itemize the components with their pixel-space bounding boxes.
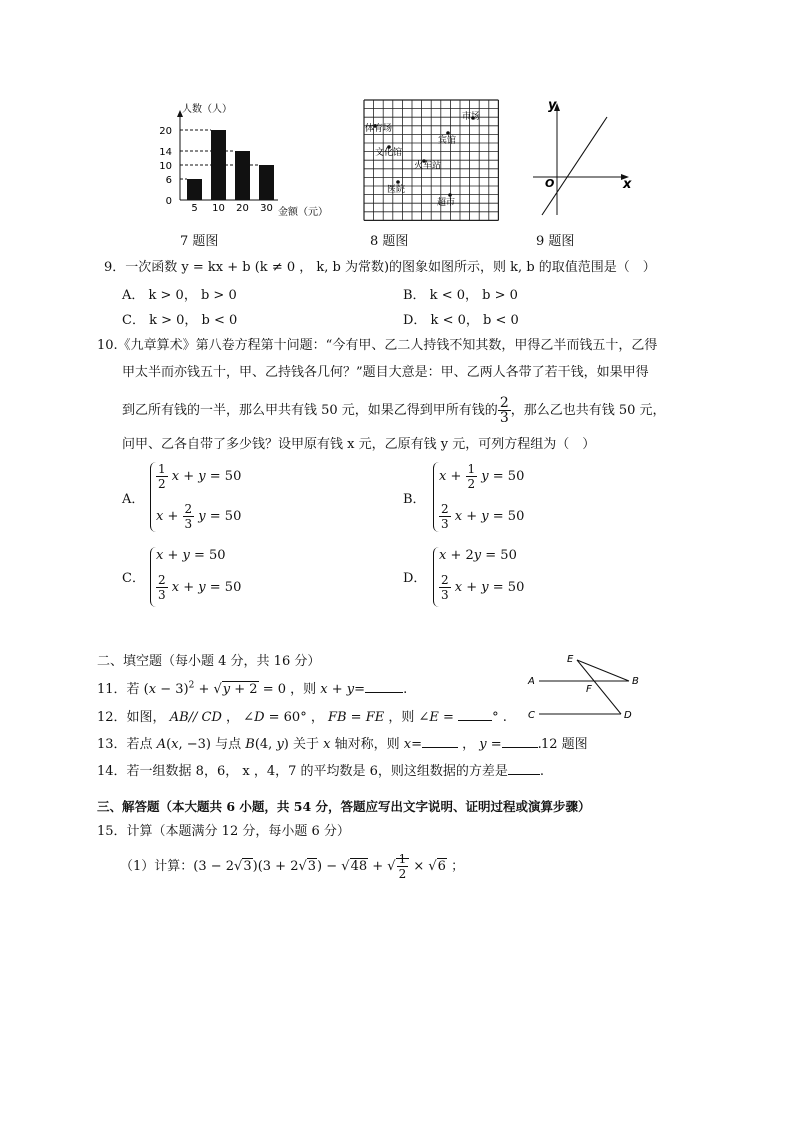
place-dot-hotel [446, 131, 450, 135]
place-dot-supermarket [448, 193, 452, 197]
question-14: 14．若一组数据 8，6， x ，4，7 的平均数是 6，则这组数据的方差是 . [97, 764, 545, 779]
question-15: 15．计算（本题满分 12 分，每小题 6 分） [97, 824, 350, 839]
bar-10 [211, 130, 226, 200]
y-axis-label: 人数（人） [182, 104, 232, 115]
question-10-option-c[interactable]: C． x + y = 50 $\frac{2}{3}$ x + y = 50 [122, 545, 382, 610]
place-label-station: 火车站 [414, 161, 442, 171]
question-10-line-4: 问甲、乙各自带了多少钱？设甲原有钱 x 元，乙原有钱 y 元，可列方程组为（ ） [122, 437, 596, 452]
section-3-title: 三、解答题（本大题共 6 小题，共 54 分，答题应写出文字说明、证明过程或演算步骤） [97, 799, 591, 814]
answer-blank-12[interactable] [458, 720, 492, 721]
bar-5 [187, 179, 202, 200]
figure-9-caption: 9 题图 [536, 234, 575, 249]
x-tick-label: 10 [212, 203, 225, 214]
bar-30 [259, 165, 274, 200]
y-axis-name: y [548, 98, 557, 113]
figure-8-caption: 8 题图 [370, 234, 409, 249]
question-9-option-b[interactable]: B． k < 0， b > 0 [403, 288, 518, 303]
place-label-hotel: 宾馆 [438, 136, 457, 146]
place-label-culture-hall: 文化馆 [375, 148, 403, 158]
question-10-line-3: 到乙所有钱的一半，那么甲共有钱 50 元，如果乙得到甲所有钱的 $\frac{2}{3}$ ，那么乙也共有钱 50 元， [122, 395, 666, 426]
y-tick-label: 20 [159, 126, 172, 137]
bar-chart-figure [150, 98, 340, 223]
figure-12-caption: 12 题图 [541, 737, 588, 752]
question-11: 11．若 $(x - 3)^2 + √y + 2 = 0$ ，则 x + y= . [97, 680, 408, 697]
segment-ed [577, 660, 621, 714]
figure-7-caption: 7 题图 [180, 234, 219, 249]
question-10-line-1: 10.《九章算术》第八卷方程第十问题：“今有甲、乙二人持钱不知其数，甲得乙半而钱五十，乙得 [97, 338, 658, 353]
point-label-c: C [528, 710, 535, 721]
bar-20 [235, 151, 250, 200]
x-tick-label: 20 [236, 203, 249, 214]
question-9-option-c[interactable]: C． k > 0， b < 0 [122, 313, 238, 328]
y-tick-label: 14 [159, 147, 172, 158]
place-dot-hospital [396, 180, 400, 184]
place-label-hospital: 医院 [387, 185, 406, 195]
segment-eb [577, 660, 629, 681]
section-2-title: 二、填空题（每小题 4 分，共 16 分） [97, 654, 321, 669]
question-10-option-b[interactable]: B． x + $\frac{1}{2}$ y = 50 $\frac{2}{3}$ x + y = 50 [403, 462, 525, 531]
point-label-d: D [624, 710, 632, 721]
x-axis-name: x [623, 177, 632, 192]
y-tick-label: 10 [159, 161, 172, 172]
point-label-a: A [528, 676, 535, 687]
question-13: 13．若点 A(x, −3) 与点 B(4, y) 关于 x 轴对称，则 x= ， y = . [97, 737, 542, 752]
x-axis-label: 金额（元） [278, 207, 328, 218]
answer-blank-13-y[interactable] [502, 747, 538, 748]
question-15-part-1: （1）计算：(3 − 2√3)(3 + 2√3) − √48 + √ $\frac{1}{2}$ × √6 ； [120, 852, 465, 881]
function-line [542, 117, 607, 215]
map-grid-figure [362, 98, 502, 222]
place-label-stadium: 体育场 [365, 124, 393, 134]
question-9-stem-text: 9．一次函数 y = kx + b (k ≠ 0 ， k, b 为常数)的图象如图所示，则 k, b 的取值范围是（ ） [104, 260, 656, 275]
question-9-option-d[interactable]: D． k < 0， b < 0 [403, 313, 519, 328]
linear-graph-figure [525, 95, 645, 220]
point-label-f: F [586, 684, 592, 695]
answer-blank-14[interactable] [508, 774, 540, 775]
x-tick-label: 5 [191, 203, 198, 214]
y-tick-label: 6 [165, 175, 172, 186]
y-tick-label: 0 [165, 196, 172, 207]
place-label-supermarket: 超市 [437, 198, 456, 208]
question-10-line-2: 甲太半而亦钱五十，甲、乙持钱各几何？”题目大意是：甲、乙两人各带了若干钱，如果甲得 [122, 365, 649, 380]
question-12: 12．如图， AB// CD ， ∠D = 60° ， FB = FE ，则 ∠E = ° . [97, 710, 507, 725]
question-9-option-a[interactable]: A． k > 0， b > 0 [122, 288, 237, 303]
origin-label: O [545, 177, 555, 190]
place-label-market: 市场 [462, 112, 481, 122]
answer-blank-11[interactable] [365, 692, 403, 693]
parallel-lines-figure [524, 650, 644, 725]
answer-blank-13-x[interactable] [422, 747, 458, 748]
point-label-b: B [632, 676, 639, 687]
x-tick-label: 30 [260, 203, 273, 214]
question-10-option-a[interactable]: A． $\frac{1}{2}$ x + y = 50 x + $\frac{2}{3}$ y = 50 [122, 462, 242, 531]
question-10-option-d[interactable]: D． x + 2y = 50 $\frac{2}{3}$ x + y = 50 [403, 545, 663, 610]
point-label-e: E [567, 654, 574, 665]
